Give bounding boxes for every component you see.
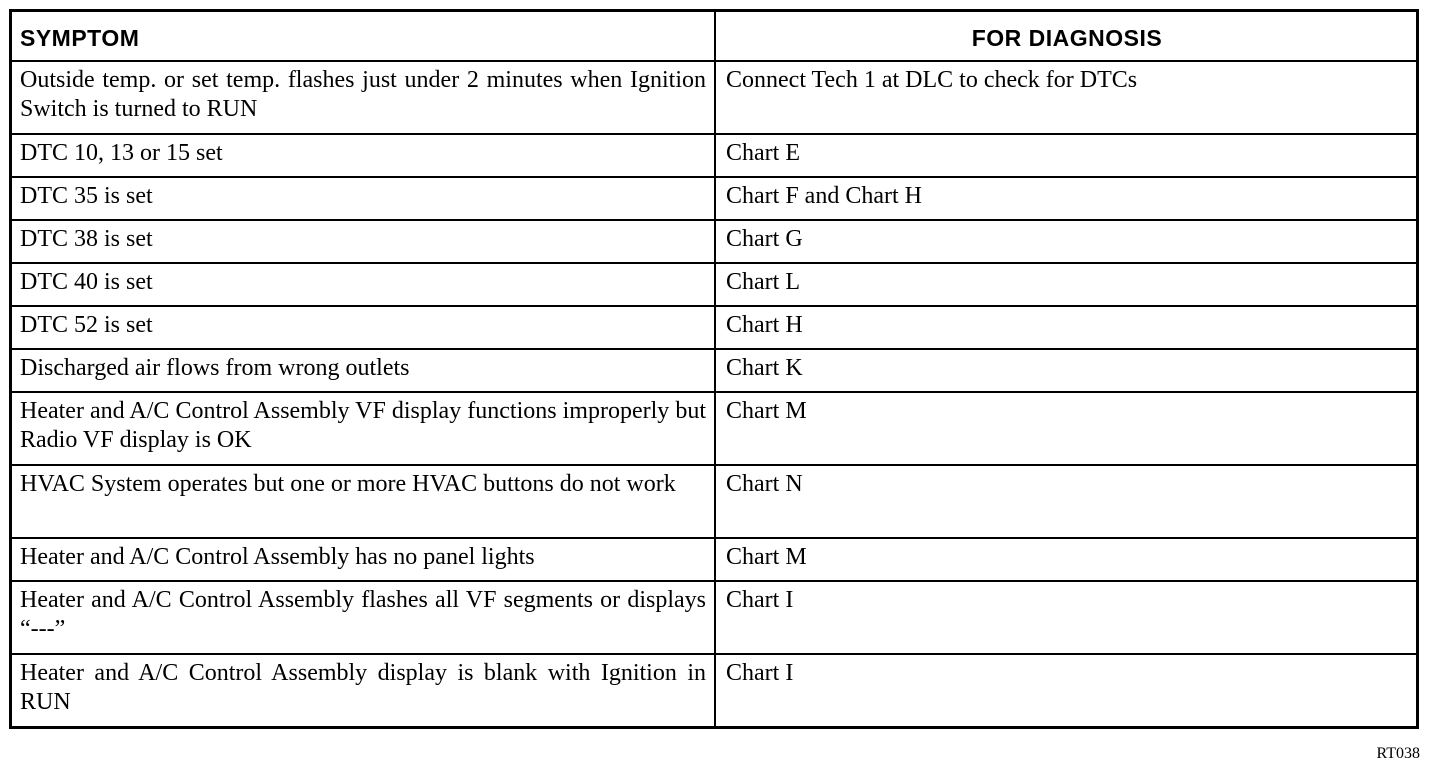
diagnosis-cell: Chart N <box>726 471 803 497</box>
table-row <box>12 391 1416 464</box>
diagnosis-cell: Chart M <box>726 544 807 570</box>
diagnosis-column-header: FOR DIAGNOSIS <box>971 25 1163 51</box>
table-row <box>12 653 1416 726</box>
symptom-cell: DTC 40 is set <box>12 264 716 305</box>
diagnosis-cell: Chart H <box>726 312 803 338</box>
symptom-cell: DTC 10, 13 or 15 set <box>12 135 716 176</box>
table-row <box>12 537 1416 580</box>
table-row <box>12 133 1416 176</box>
table-row <box>12 348 1416 391</box>
table-row <box>12 262 1416 305</box>
diagnosis-cell: Chart G <box>726 226 803 252</box>
symptom-cell: Heater and A/C Control Assembly has no panel lights <box>12 539 716 580</box>
diagnosis-cell: Connect Tech 1 at DLC to check for DTCs <box>726 67 1138 93</box>
diagnosis-cell: Chart K <box>726 355 803 381</box>
table-row <box>12 60 1416 133</box>
diagnosis-cell: Chart M <box>726 398 807 424</box>
symptom-cell: DTC 38 is set <box>12 221 716 262</box>
symptom-diagnosis-table <box>9 9 1419 729</box>
diagnosis-cell: Chart F and Chart H <box>726 183 922 209</box>
diagnosis-cell: Chart I <box>726 660 794 686</box>
symptom-cell: DTC 52 is set <box>12 307 716 348</box>
symptom-cell: Discharged air flows from wrong outlets <box>12 350 716 391</box>
symptom-cell: Outside temp. or set temp. flashes just under 2 minutes when Ignition Switch is turned to RUN <box>12 62 716 133</box>
diagnosis-cell: Chart I <box>726 587 794 613</box>
symptom-cell: HVAC System operates but one or more HVAC buttons do not work <box>12 466 716 537</box>
table-row <box>12 580 1416 653</box>
table-header-row <box>12 12 1416 60</box>
symptom-cell: DTC 35 is set <box>12 178 716 219</box>
symptom-column-header: SYMPTOM <box>12 12 716 60</box>
figure-reference-code: RT038 <box>1376 745 1420 762</box>
table-row <box>12 219 1416 262</box>
diagnosis-cell: Chart E <box>726 140 800 166</box>
symptom-cell: Heater and A/C Control Assembly flashes all VF segments or displays “---” <box>12 582 716 653</box>
table-row <box>12 176 1416 219</box>
table-row <box>12 305 1416 348</box>
symptom-cell: Heater and A/C Control Assembly display is blank with Ignition in RUN <box>12 655 716 726</box>
symptom-cell: Heater and A/C Control Assembly VF display functions improperly but Radio VF display is OK <box>12 393 716 464</box>
diagnosis-cell: Chart L <box>726 269 800 295</box>
table-row <box>12 464 1416 537</box>
